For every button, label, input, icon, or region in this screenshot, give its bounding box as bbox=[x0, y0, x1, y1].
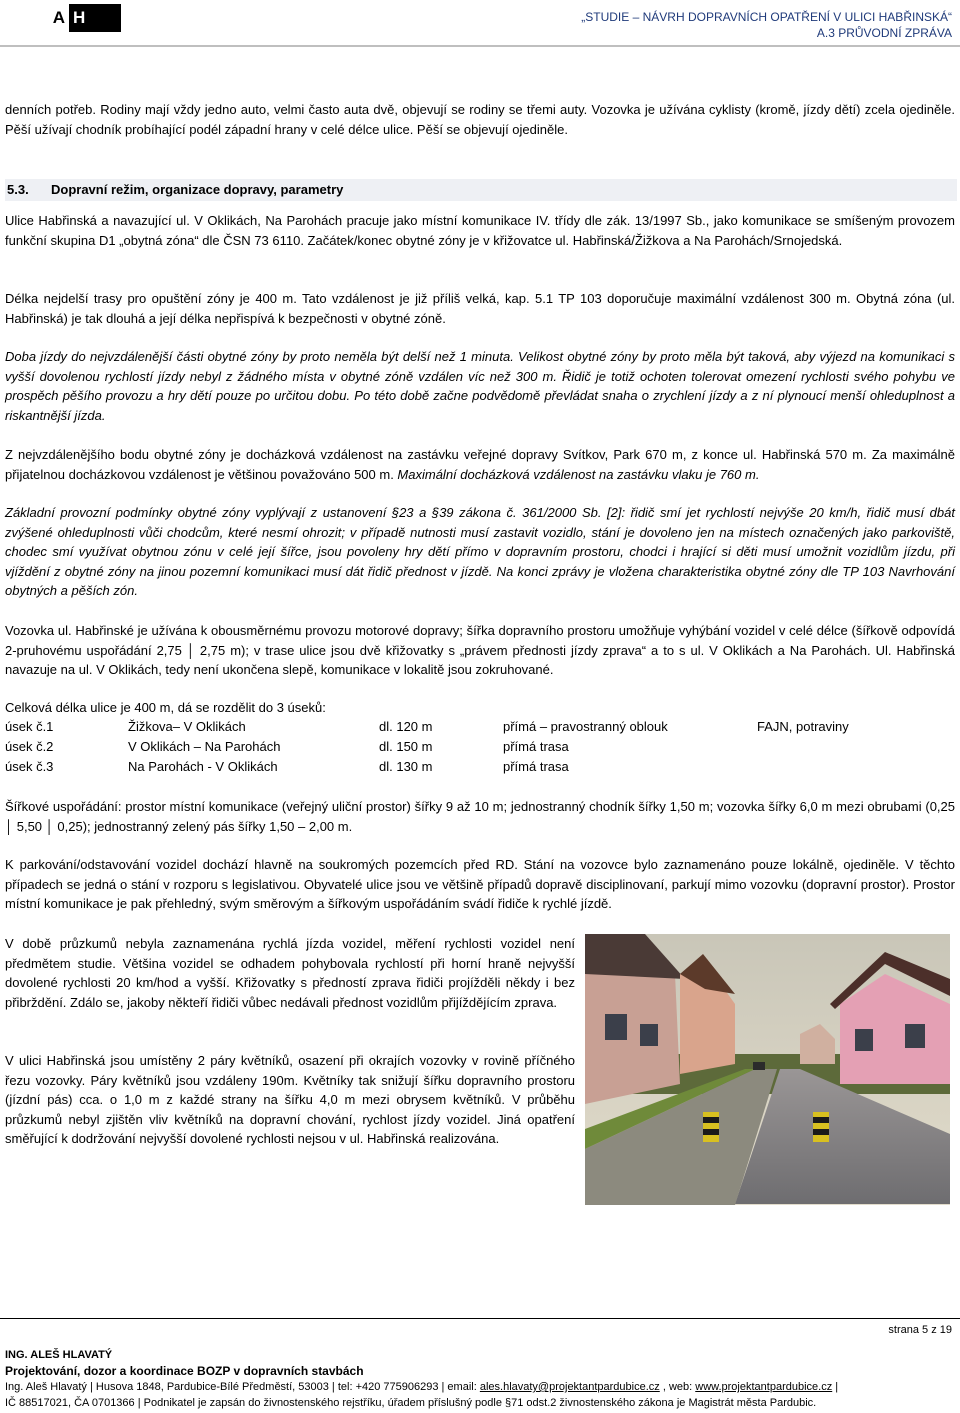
document-title: „STUDIE – NÁVRH DOPRAVNÍCH OPATŘENÍ V ULICI HABŘINSKÁ“ bbox=[581, 10, 952, 24]
page-footer bbox=[5, 1347, 960, 1411]
footer-web-link[interactable]: www.projektantpardubice.cz bbox=[695, 1381, 833, 1393]
segment-shape: přímá trasa bbox=[503, 759, 569, 774]
document-subtitle: A.3 PRŮVODNÍ ZPRÁVA bbox=[816, 26, 952, 40]
walking-distance-text: Z nejvzdálenějšího bodu obytné zóny je docházková vzdálenost na zastávku veřejné dopravy Svítkov, Park 670 m, z konce ul. Habřinská 570 m. Za maximálně přijatelnou docházkovou vzdálenost je většinou považováno 500 m. bbox=[5, 447, 955, 482]
footer-web-label: , web: bbox=[659, 1381, 696, 1393]
segment-length: dl. 150 m bbox=[379, 739, 433, 754]
paragraph-zone-rules bbox=[5, 503, 955, 601]
paragraph-drive-time-text: Doba jízdy do nejvzdálenější části obytné zóny by proto neměla být delší než 1 minuta. Velikost obytné zóny by proto měla být taková, aby výjezd na komunikaci s vyšší dovolenou rychlostí jízdy nebyl z žádného místa v obytné zóně vzdálen víc než 300 m. Řidič je totiž ochoten tolerovat omezení rychlosti svého pohybu ve prospěch pěšího provozu a hry dětí pouze po určitou dobu. Po této době začne podvědomě převládat snaha o zrychlení jízdy a z ní plynoucí menší ohleduplnost a riskantnější jízda. bbox=[5, 349, 955, 423]
paragraph-drive-time bbox=[5, 347, 955, 425]
paragraph-length-intro: Celková délka ulice je 400 m, dá se rozdělit do 3 úseků: bbox=[5, 700, 326, 715]
segment-length: dl. 120 m bbox=[379, 719, 433, 734]
section-number: 5.3. bbox=[7, 182, 29, 197]
paragraph-exit-distance: Délka nejdelší trasy pro opuštění zóny je 400 m. Tato vzdálenost je již příliš velká, kap. 5.1 TP 103 doporučuje maximální vzdálenost 300 m. Obytná zóna (ul. Habřinská) je tak dlouhá a její délka nepřispívá k bezpečnosti v obytné zóně. bbox=[5, 291, 955, 326]
segments-table bbox=[5, 719, 947, 779]
street-photo bbox=[585, 934, 950, 1205]
section-heading bbox=[5, 179, 957, 201]
segment-length: dl. 130 m bbox=[379, 759, 433, 774]
street-photo-image bbox=[585, 934, 950, 1205]
header-divider bbox=[0, 45, 960, 47]
segment-route: Žižkova– V Oklikách bbox=[128, 719, 246, 734]
intro-paragraph: denních potřeb. Rodiny mají vždy jedno auto, velmi často auta dvě, objevují se rodiny se třemi auty. Vozovka je užívána cyklisty (kromě, jízdy dětí) zcela ojediněle. Pěší užívají chodník probíhající podél západní hrany v celé délce ulice. Pěší se objevují ojediněle. bbox=[5, 102, 955, 137]
table-row bbox=[5, 719, 947, 739]
segment-note bbox=[757, 739, 947, 759]
paragraph-speed-survey: V době průzkumů nebyla zaznamenána rychlá jízda vozidel, měření rychlosti vozidel není předmětem studie. Většina vozidel se odhadem pohybovala rychlostí při horní hraně nejvyšší dovolené rychlosti 20 km/hod a vyšší. Křižovatky s předností zprava řidiči projížděli někdy i bez přibrždění. Zdálo se, jakoby někteří řidiči vůbec nedávali přednost vozidlům přijíždějícím zprava. bbox=[5, 936, 575, 1010]
footer-registry: IČ 88517021, ČA 0701366 | Podnikatel je zapsán do živnostenského rejstříku, úřadem příslušný podle §71 odst.2 živnostenského zákona je Magistrát města Pardubic. bbox=[5, 1397, 817, 1409]
segment-id: úsek č.2 bbox=[5, 739, 54, 754]
table-row bbox=[5, 759, 947, 779]
paragraph-cross-section: Šířkové uspořádání: prostor místní komunikace (veřejný uliční prostor) šířky 9 až 10 m; jednostranný chodník šířky 1,50 m; vozovka šířky 6,0 m mezi obrubami (0,25 │ 5,50 │ 0,25); jednostranný zelený pás šířky 1,50 – 2,00 m. bbox=[5, 799, 955, 834]
segment-route: V Oklikách – Na Parohách bbox=[128, 739, 281, 754]
walking-distance-train: Maximální docházková vzdálenost na zastávku vlaku je 760 m. bbox=[397, 466, 760, 482]
logo-letter-a: A bbox=[23, 4, 69, 32]
footer-role: Projektování, dozor a koordinace BOZP v dopravních stavbách bbox=[5, 1364, 364, 1378]
logo-letter-h: H bbox=[73, 8, 86, 27]
company-logo bbox=[23, 4, 121, 32]
footer-name: ING. ALEŠ HLAVATÝ bbox=[5, 1349, 113, 1361]
segment-shape: přímá – pravostranný oblouk bbox=[503, 719, 668, 734]
segment-route: Na Parohách - V Oklikách bbox=[128, 759, 278, 774]
table-row bbox=[5, 739, 947, 759]
footer-divider bbox=[0, 1318, 960, 1319]
paragraph-zone-rules-text: Základní provozní podmínky obytné zóny vyplývají z ustanovení §23 a §39 zákona č. 361/2000 Sb. [2]: řidič smí jet rychlostí nejvýše 20 km/h, řidič musí dbát zvýšené ohleduplnosti vůči chodcům, které nesmí ohrozit; v případě nutnosti musí zastavit vozidlo, stání je dovoleno jen na místech označených jako parkoviště, chodec smí využívat obytnou zónu v celé její šířce, jsou povoleny hry dětí přímo v dopravním prostoru, chodci i hrající si děti musí umožnit vozidlům jízdu, při vjíždění z obytné zóny na jinou pozemní komunikaci musí dát řidič přednost v jízdě. Na konci zprávy je vložena charakteristika obytné zóny dle TP 103 Navrhování obytných a pěších zón. bbox=[5, 505, 955, 598]
section-title: Dopravní režim, organizace dopravy, parametry bbox=[51, 182, 344, 197]
paragraph-walking-distance bbox=[5, 445, 955, 484]
segment-note: FAJN, potraviny bbox=[757, 719, 849, 734]
paragraph-planters: V ulici Habřinská jsou umístěny 2 páry květníků, osazení při okrajích vozovky v rovině příčného řezu vozovky. Páry květníků jsou vzdáleny 190m. Květníky tak snižují šířku dopravního prostoru (jízdní pás) cca. o 1,0 m z každé strany na šířku 4,0 m mezi obrysem květníků. V průběhu průzkumů nebyl zjištěn vliv květníků na dopravní chování, rychlost jízdy vozidel. Jiná opatření směřující k dodržování nejvyšší dovolené rychlosti nejsou v ul. Habřinská realizována. bbox=[5, 1053, 575, 1146]
page-number: strana 5 z 19 bbox=[888, 1324, 952, 1336]
paragraph-zone-classification: Ulice Habřinská a navazující ul. V Oklikách, Na Parohách pracuje jako místní komunikace IV. třídy dle zák. 13/1997 Sb., jako komunikace se smíšeným provozem funkční skupina D1 „obytná zóna“ dle ČSN 73 6110. Začátek/konec obytné zóny je v křižovatce ul. Habřinská/Žižkova a Na Parohách/Srnojedská. bbox=[5, 213, 955, 248]
segment-note bbox=[757, 759, 947, 779]
paragraph-roadway: Vozovka ul. Habřinské je užívána k obousměrnému provozu motorové dopravy; šířka dopravního prostoru umožňuje vyhýbání vozidel v celé délce (šířkově odpovídá 2-pruhovému uspořádání 2,75 │ 2,75 m); v trase ulice jsou dvě křižovatky s „právem přednosti jízdy zprava“ a to s ul. V Oklikách a Na Parohách. Ul. Habřinská navazuje na ul. V Oklikách, tedy není ukončena slepě, komunikace v lokalitě jsou zokruhované. bbox=[5, 623, 955, 677]
footer-address-line: Ing. Aleš Hlavatý | Husova 1848, Pardubice-Bílé Předměstí, 53003 | tel: +420 775906293 | email: ales.hlavaty@projektantpardubice.cz , web: www.projektantpardubice.cz | bbox=[5, 1381, 839, 1393]
footer-email-link[interactable]: ales.hlavaty@projektantpardubice.cz bbox=[479, 1381, 660, 1393]
segment-id: úsek č.1 bbox=[5, 719, 54, 734]
document-header bbox=[581, 9, 952, 41]
segment-id: úsek č.3 bbox=[5, 759, 54, 774]
segment-shape: přímá trasa bbox=[503, 739, 569, 754]
paragraph-parking: K parkování/odstavování vozidel dochází hlavně na soukromých pozemcích před RD. Stání na vozovce bylo zaznamenáno pouze lokálně, ojediněle. V těchto případech se jedná o stání v rozporu s legislativou. Obyvatelé ulice jsou ve většině případů dopravě disciplinovaní, parkují mimo vozovku (dopravní prostor). Prostor místní komunikace je pak přehledný, svým směrovým a šířkovým uspořádáním svádí řidiče k rychlé jízdě. bbox=[5, 857, 955, 911]
footer-address: Ing. Aleš Hlavatý | Husova 1848, Pardubice-Bílé Předměstí, 53003 | tel: +420 775906293 | email: bbox=[5, 1381, 480, 1393]
